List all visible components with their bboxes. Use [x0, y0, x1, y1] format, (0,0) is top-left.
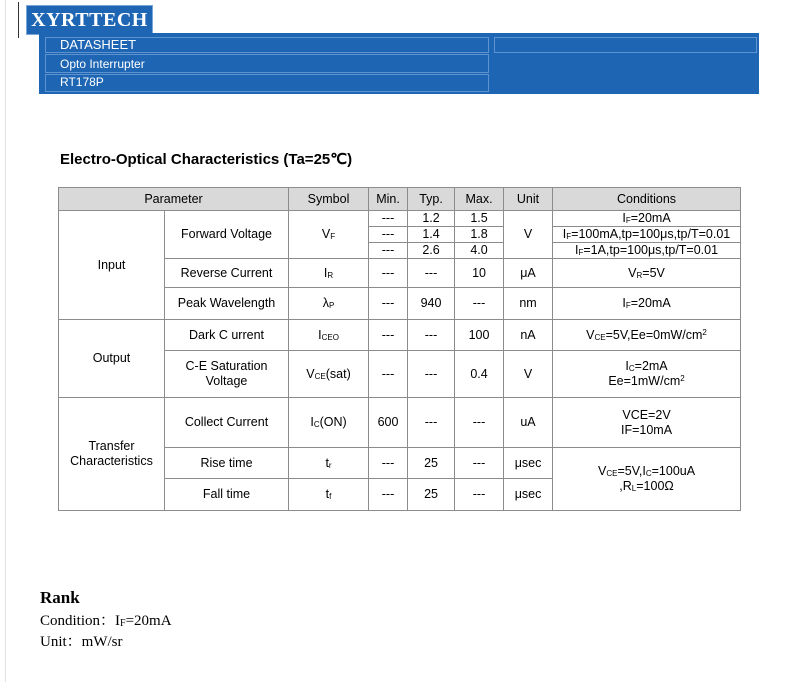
min-value: ---: [369, 227, 408, 243]
header-cell: [494, 37, 757, 53]
brand-logo: XYRTTECH: [26, 5, 153, 35]
symbol-reverse-current: $I_R$: [289, 259, 369, 288]
typ-value: ---: [408, 259, 455, 288]
param-rise-time: Rise time: [165, 448, 289, 479]
max-value: 10: [455, 259, 504, 288]
min-value: ---: [369, 243, 408, 259]
condition-value: $I_C=2mA$ $Ee=1mW/cm^2$: [553, 351, 741, 398]
min-value: ---: [369, 259, 408, 288]
logo-divider: [18, 2, 19, 38]
rank-unit: Unit：mW/sr: [40, 634, 123, 650]
rank-title: Rank: [40, 588, 80, 607]
max-value: 100: [455, 320, 504, 351]
max-value: ---: [455, 398, 504, 448]
min-value: ---: [369, 479, 408, 511]
table-header-row: [59, 188, 741, 211]
col-header-unit: Unit: [504, 188, 553, 211]
min-value: ---: [369, 288, 408, 320]
unit-value: nm: [504, 288, 553, 320]
min-value: ---: [369, 448, 408, 479]
typ-value: ---: [408, 398, 455, 448]
max-value: 1.5: [455, 211, 504, 227]
symbol-peak-wavelength: $\lambda_P$: [289, 288, 369, 320]
page-left-rule: [5, 0, 6, 682]
min-value: ---: [369, 211, 408, 227]
param-ce-saturation: C-E Saturation Voltage: [165, 351, 289, 398]
param-reverse-current: Reverse Current: [165, 259, 289, 288]
group-transfer: Transfer Characteristics: [59, 398, 165, 511]
unit-value: V: [504, 351, 553, 398]
table-row: [59, 211, 741, 227]
col-header-min: Min.: [369, 188, 408, 211]
table-row: [59, 398, 741, 448]
condition-value: VCE=2V IF=10mA: [553, 398, 741, 448]
condition-value: $I_F=100mA,tp=100\mu s,tp/T=0.01$: [553, 227, 741, 243]
condition-value: $I_F=20mA$: [553, 211, 741, 227]
header-band: [39, 33, 759, 94]
max-value: ---: [455, 448, 504, 479]
group-output: Output: [59, 320, 165, 398]
condition-value: $V_{CE}=5V,Ee=0mW/cm^2$: [553, 320, 741, 351]
condition-value: $V_R=5V$: [553, 259, 741, 288]
col-header-parameter: Parameter: [59, 188, 289, 211]
symbol-rise-time: $t_r$: [289, 448, 369, 479]
param-collect-current: Collect Current: [165, 398, 289, 448]
group-input: Input: [59, 211, 165, 320]
condition-value: $I_F=20mA$: [553, 288, 741, 320]
part-number-label: RT178P: [60, 75, 104, 89]
typ-value: 940: [408, 288, 455, 320]
max-value: 1.8: [455, 227, 504, 243]
typ-value: ---: [408, 351, 455, 398]
col-header-conditions: Conditions: [553, 188, 741, 211]
typ-value: 1.2: [408, 211, 455, 227]
unit-value: nA: [504, 320, 553, 351]
typ-value: 2.6: [408, 243, 455, 259]
unit-value: V: [504, 211, 553, 259]
max-value: ---: [455, 288, 504, 320]
symbol-collect-current: $I_C(ON)$: [289, 398, 369, 448]
typ-value: 25: [408, 448, 455, 479]
typ-value: 25: [408, 479, 455, 511]
col-header-max: Max.: [455, 188, 504, 211]
max-value: 4.0: [455, 243, 504, 259]
unit-value: uA: [504, 398, 553, 448]
condition-value: $I_F=1A,tp=100\mu s,tp/T=0.01$: [553, 243, 741, 259]
typ-value: ---: [408, 320, 455, 351]
section-title: Electro-Optical Characteristics (Ta=25℃): [60, 151, 353, 168]
electro-optical-table: [58, 187, 741, 511]
min-value: ---: [369, 351, 408, 398]
param-fall-time: Fall time: [165, 479, 289, 511]
max-value: 0.4: [455, 351, 504, 398]
typ-value: 1.4: [408, 227, 455, 243]
param-peak-wavelength: Peak Wavelength: [165, 288, 289, 320]
condition-value: $V_{CE}=5V,I_C=100uA$ $,R_L=100\Omega$: [553, 448, 741, 511]
table-row: [59, 320, 741, 351]
col-header-symbol: Symbol: [289, 188, 369, 211]
col-header-typ: Typ.: [408, 188, 455, 211]
symbol-forward-voltage: $V_F$: [289, 211, 369, 259]
param-dark-current: Dark C urrent: [165, 320, 289, 351]
unit-value: μA: [504, 259, 553, 288]
rank-condition: Condition：$I_F=20mA$: [40, 613, 172, 629]
unit-value: μsec: [504, 448, 553, 479]
symbol-fall-time: $t_f$: [289, 479, 369, 511]
doc-type-label: DATASHEET: [60, 37, 137, 52]
param-forward-voltage: Forward Voltage: [165, 211, 289, 259]
symbol-ce-saturation: $V_{CE}(sat)$: [289, 351, 369, 398]
product-type-label: Opto Interrupter: [60, 57, 145, 71]
max-value: ---: [455, 479, 504, 511]
min-value: 600: [369, 398, 408, 448]
min-value: ---: [369, 320, 408, 351]
symbol-dark-current: $I_{CEO}$: [289, 320, 369, 351]
header-cell: [45, 74, 489, 92]
unit-value: μsec: [504, 479, 553, 511]
